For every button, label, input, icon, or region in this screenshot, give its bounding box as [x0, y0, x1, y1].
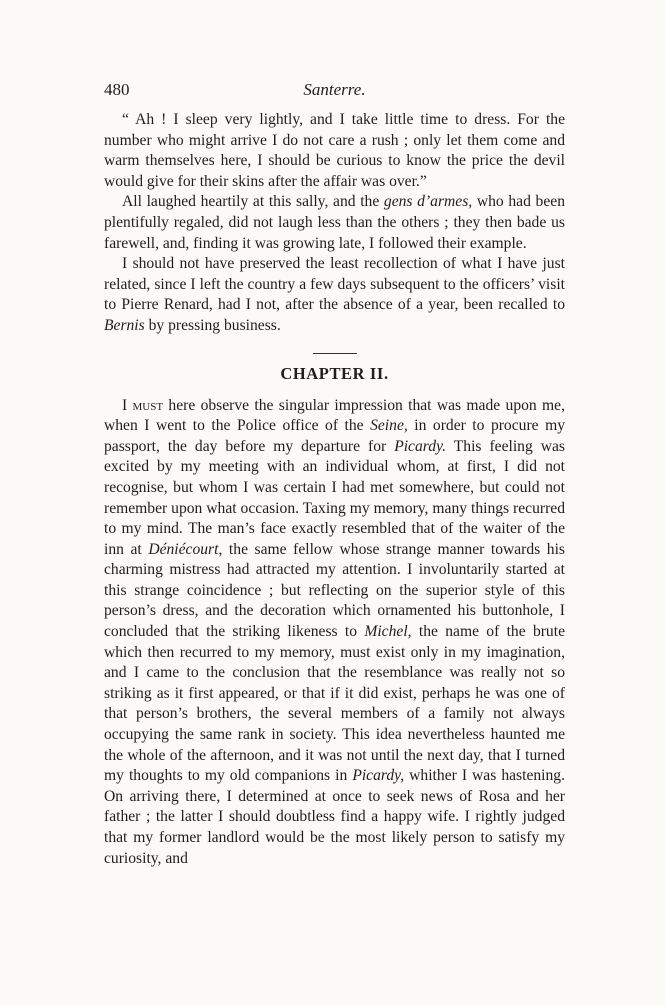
text-run: “ Ah ! I sleep very lightly, and I take little time to dress. For the number who might arrive I do not care a rush ; only let them come and warm themselves here, I should be curious to know the price the devil would give for their skins after the affair was over.” [104, 111, 565, 190]
section-continued-text [104, 110, 565, 337]
chapter-heading: CHAPTER II. [280, 363, 389, 383]
italic-text-run: Bernis [104, 316, 145, 334]
page-header [104, 80, 565, 104]
text-run: I should not have preserved the least recollection of what I have just related, since I left the country a few days subsequent to the officers’ visit to Pierre Renard, had I not, after the absence of a year, been recalled to [104, 255, 565, 314]
text-run: here observe the singular impression that was made upon me, when I went to the Police office of the [104, 396, 566, 435]
italic-text-run: gens d’armes, [383, 193, 473, 211]
text-run: All laughed heartily at this sally, and the [122, 193, 384, 211]
running-head: Santerre. [303, 80, 366, 99]
section-divider-rule [313, 353, 357, 354]
small-caps-text-run: must [132, 396, 164, 414]
italic-text-run: Michel, [364, 623, 412, 641]
paragraph [104, 254, 565, 336]
paragraph [104, 396, 565, 870]
text-run: whither I was hastening. On arriving there, I determined at once to seek news of Rosa and her father ; the latter I should doubtless find a happy wife. I rightly judged that my former landlord would be the most likely person to satisfy my curiosity, and [104, 767, 565, 867]
chapter-body-text [104, 396, 565, 870]
page-number: 480 [104, 80, 130, 99]
paragraph [104, 110, 565, 192]
italic-text-run: Déniécourt, [148, 540, 223, 558]
italic-text-run: Picardy, [352, 767, 405, 785]
italic-text-run: Picardy. [394, 437, 447, 455]
text-run: This feeling was excited by my meeting with an individual whom, at first, I did not recognise, but whom I was certain I had met somewhere, but could not remember upon what occasion. Taxing my memory, many things recurred to my mind. The man’s face exactly resembled that of the waiter of the inn at [104, 437, 565, 558]
paragraph [104, 192, 565, 254]
text-run: who had been plentifully regaled, did not laugh less than the others ; they then bade us farewell, and, finding it was growing late, I followed their example. [104, 193, 565, 252]
text-run: in order to procure my passport, the day before my departure for [104, 417, 565, 455]
text-run: the name of the brute which then recurred to my memory, must exist only in my imagination, and I came to the conclusion that the resemblance was really not so striking as it first appeared, or that if it did exist, perhaps he was one of that person’s brothers, the several members of a family not always occupying the same rank in society. This idea nevertheless haunted me the whole of the afternoon, and it was not until the next day, that I turned my thoughts to my old companions in [104, 623, 565, 785]
text-run: the same fellow whose strange manner towards his charming mistress had attracted my attention. I involuntarily started at this strange coincidence ; but reflecting on the superior style of this person’s dress, and the decoration which ornamented his buttonhole, I concluded that the striking likeness to [104, 540, 565, 641]
text-run: by pressing business. [144, 316, 281, 334]
italic-text-run: Seine, [370, 417, 408, 435]
text-run: I [122, 396, 133, 414]
